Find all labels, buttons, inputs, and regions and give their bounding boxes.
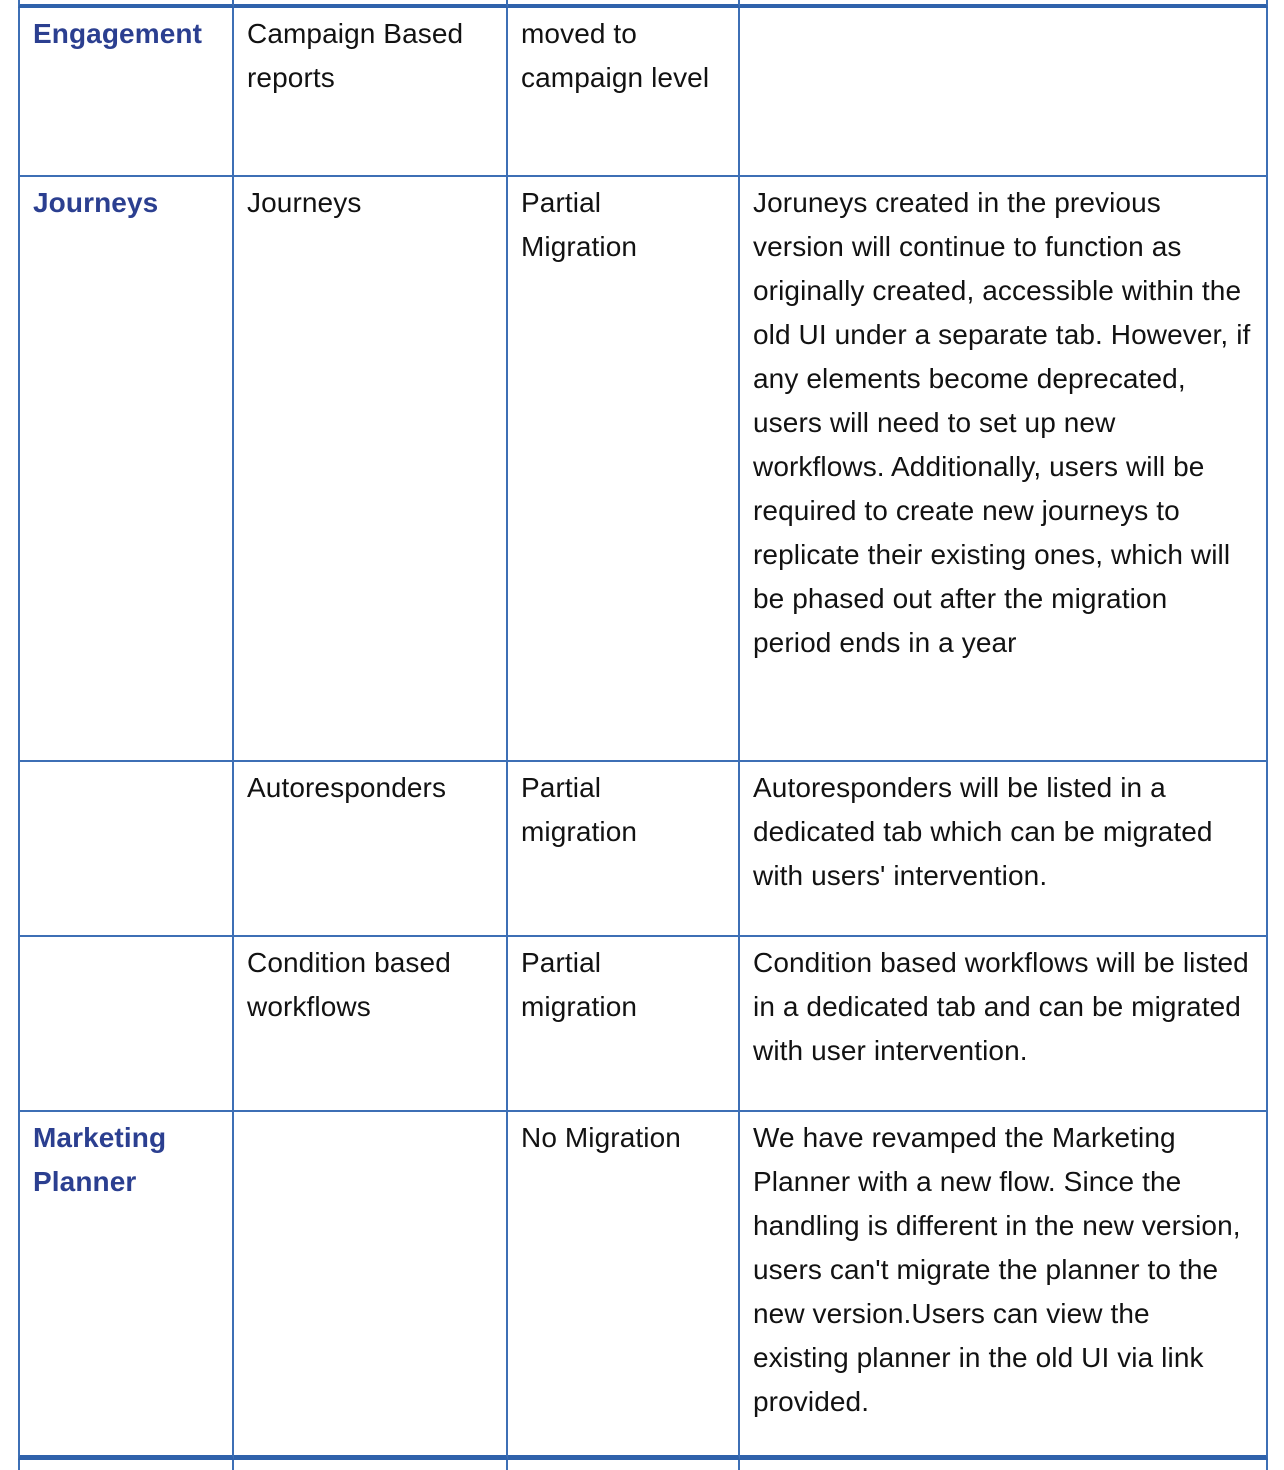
- feature-cell: [234, 1112, 508, 1460]
- empty-cell: [18, 0, 234, 8]
- empty-cell: [234, 1460, 508, 1470]
- status-cell: Partial migration: [508, 762, 740, 937]
- status-cell: Partial Migration: [508, 177, 740, 762]
- migration-table: [18, 0, 1268, 1470]
- empty-cell: [508, 0, 740, 8]
- feature-cell: Campaign Based reports: [234, 8, 508, 177]
- empty-cell: [740, 0, 1268, 8]
- status-cell: No Migration: [508, 1112, 740, 1460]
- status-cell: moved to campaign level: [508, 8, 740, 177]
- feature-cell: Condition based workflows: [234, 937, 508, 1112]
- category-cell: [18, 937, 234, 1112]
- description-cell: Autoresponders will be listed in a dedicated tab which can be migrated with users' intervention.: [740, 762, 1268, 937]
- description-cell: Joruneys created in the previous version will continue to function as originally created, accessible within the old UI under a separate tab. However, if any elements become deprecated, users will need to set up new workflows. Additionally, users will be required to create new journeys to replicate their existing ones, which will be phased out after the migration period ends in a year: [740, 177, 1268, 762]
- status-cell: Partial migration: [508, 937, 740, 1112]
- description-cell: [740, 8, 1268, 177]
- description-cell: Condition based workflows will be listed in a dedicated tab and can be migrated with user intervention.: [740, 937, 1268, 1112]
- empty-cell: [18, 1460, 234, 1470]
- category-cell: Engagement: [18, 8, 234, 177]
- empty-cell: [234, 0, 508, 8]
- category-cell: Journeys: [18, 177, 234, 762]
- empty-cell: [508, 1460, 740, 1470]
- feature-cell: Journeys: [234, 177, 508, 762]
- feature-cell: Autoresponders: [234, 762, 508, 937]
- empty-cell: [740, 1460, 1268, 1470]
- category-cell: Marketing Planner: [18, 1112, 234, 1460]
- description-cell: We have revamped the Marketing Planner with a new flow. Since the handling is different in the new version, users can't migrate the planner to the new version.Users can view the existing planner in the old UI via link provided.: [740, 1112, 1268, 1460]
- category-cell: [18, 762, 234, 937]
